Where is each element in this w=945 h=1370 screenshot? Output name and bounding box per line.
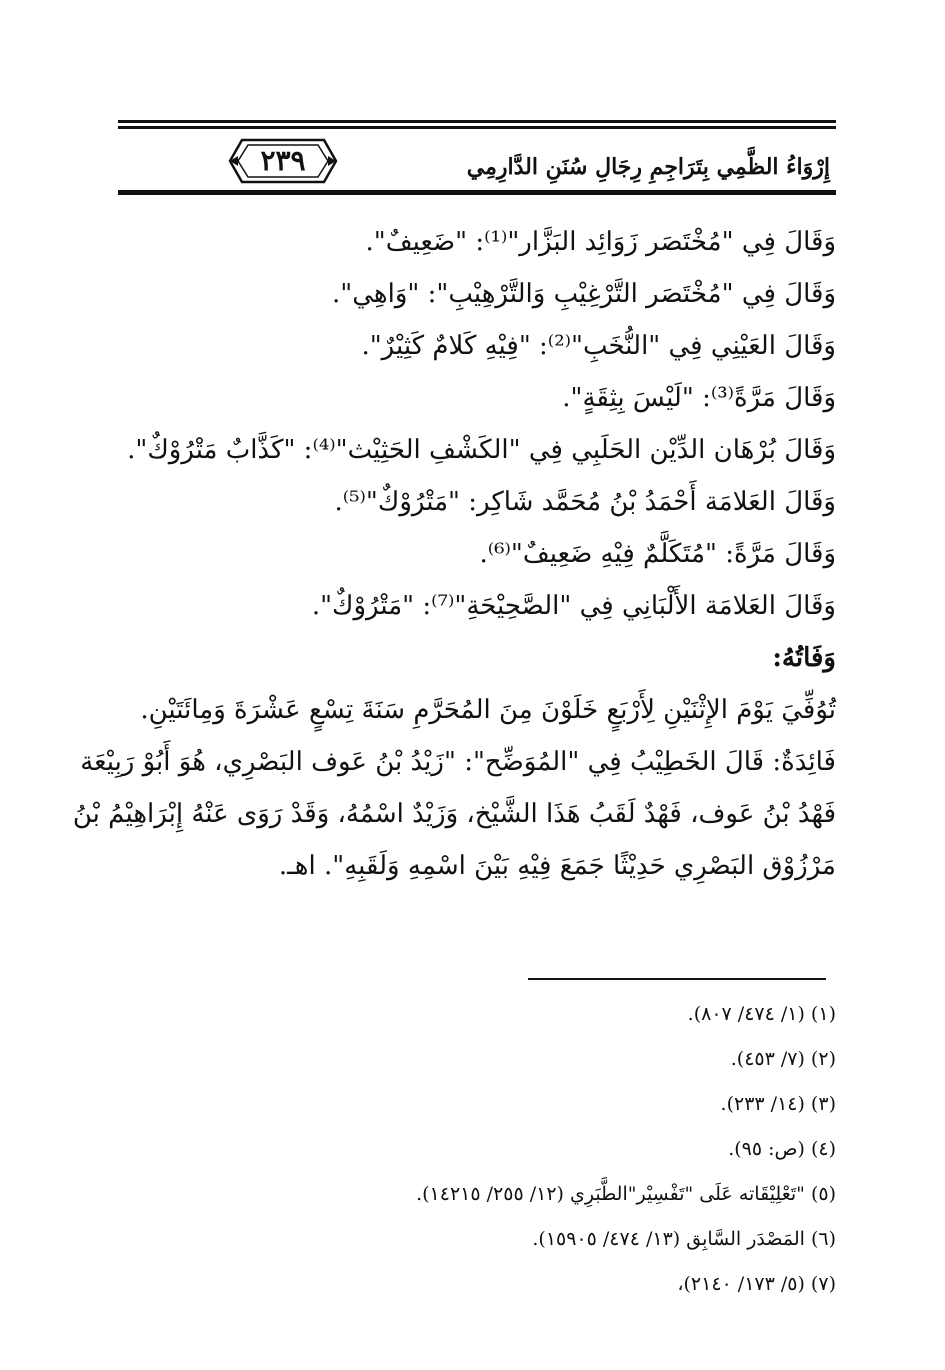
footnote: (٤) (ص: ٩٥). — [728, 1138, 836, 1160]
running-title: إِرْوَاءُ الظَّمِي بِتَرَاجِمِ رِجَالِ سُنَنِ الدَّارِمِي — [466, 154, 830, 180]
page-header — [118, 120, 836, 200]
text-line: وَقَالَ فِي "مُخْتَصَر زَوَائِد البَزَّار"⁽¹⁾: "ضَعِيفٌ". — [365, 227, 836, 257]
footnote: (٥) "تَعْلِيْقَاته عَلَى "تَفْسِيْر"الطَّبَرِي (١٢/ ٢٥٥/ ١٤٢١٥). — [416, 1183, 836, 1205]
header-rule-top-second — [118, 126, 836, 129]
text-line: مَرْزُوْق البَصْرِي حَدِيْثًا جَمَعَ فِيْهِ بَيْنَ اسْمِهِ وَلَقَبِهِ". اهـ. — [278, 851, 836, 881]
footnote: (٧) (٥/ ١٧٣/ ٢١٤٠)، — [677, 1273, 836, 1295]
footnote: (٦) المَصْدَر السَّابِق (١٣/ ٤٧٤/ ١٥٩٠٥). — [532, 1228, 836, 1250]
text-line: وَقَالَ مَرَّةً⁽³⁾: "لَيْسَ بِثِقَةٍ". — [562, 383, 836, 413]
page-number: ٢٣٩ — [260, 144, 306, 177]
header-rule-top — [118, 120, 836, 123]
text-line: فَهْدُ بْنُ عَوف، فَهْدٌ لَقَبُ هَذَا الشَّيْخ، وَزَيْدٌ اسْمُهُ، وَقَدْ رَوَى عَنْهُ إِبْرَاهِيْمُ بْنُ — [72, 799, 836, 829]
text-line: وَقَالَ فِي "مُخْتَصَر التَّرْغِيْبِ وَالتَّرْهِيْبِ": "وَاهِي". — [332, 279, 836, 309]
section-heading: وَفَاتُهُ: — [772, 643, 836, 673]
footnotes — [400, 992, 836, 1307]
page-number-badge — [228, 136, 338, 186]
text-line: وَقَالَ العَيْنِي فِي "النُّخَبِ"⁽²⁾: "فِيْهِ كَلامٌ كَثِيْرٌ". — [361, 331, 836, 361]
text-line: وَقَالَ العَلامَة الأَلْبَانِي فِي "الصَّحِيْحَةِ"⁽⁷⁾: "مَتْرُوْكٌ". — [311, 591, 836, 621]
main-text — [72, 216, 836, 892]
footnote: (٢) (٧/ ٤٥٣). — [730, 1048, 836, 1070]
header-rule-bottom — [118, 190, 836, 195]
text-line: وَقَالَ العَلامَة أَحْمَدُ بْنُ مُحَمَّد شَاكِر: "مَتْرُوْكٌ"⁽⁵⁾. — [334, 487, 836, 517]
text-line: وَقَالَ بُرْهَان الدِّيْن الحَلَبِي فِي "الكَشْفِ الحَثِيْث"⁽⁴⁾: "كَذَّابٌ مَتْرُوْكٌ". — [127, 435, 836, 465]
footnote: (٣) (١٤/ ٢٣٣). — [720, 1093, 836, 1115]
text-line: وَقَالَ مَرَّةً: "مُتَكَلَّمٌ فِيْهِ ضَعِيفٌ"⁽⁶⁾. — [479, 539, 836, 569]
text-line: تُوُفِّيَ يَوْمَ الإِثْنَيْنِ لِأَرْبَعٍ خَلَوْنَ مِنَ المُحَرَّمِ سَنَةَ تِسْعٍ عَشْرَةَ وَمِائَتَيْنِ. — [140, 695, 836, 725]
footnote: (١) (١/ ٤٧٤/ ٨٠٧). — [687, 1003, 836, 1025]
footnote-separator — [528, 978, 826, 980]
text-line: فَائِدَةٌ: قَالَ الخَطِيْبُ فِي "المُوَضِّح": "زَيْدُ بْنُ عَوف البَصْرِي، هُوَ أَبُوْ رَبِيْعَة — [80, 747, 836, 777]
